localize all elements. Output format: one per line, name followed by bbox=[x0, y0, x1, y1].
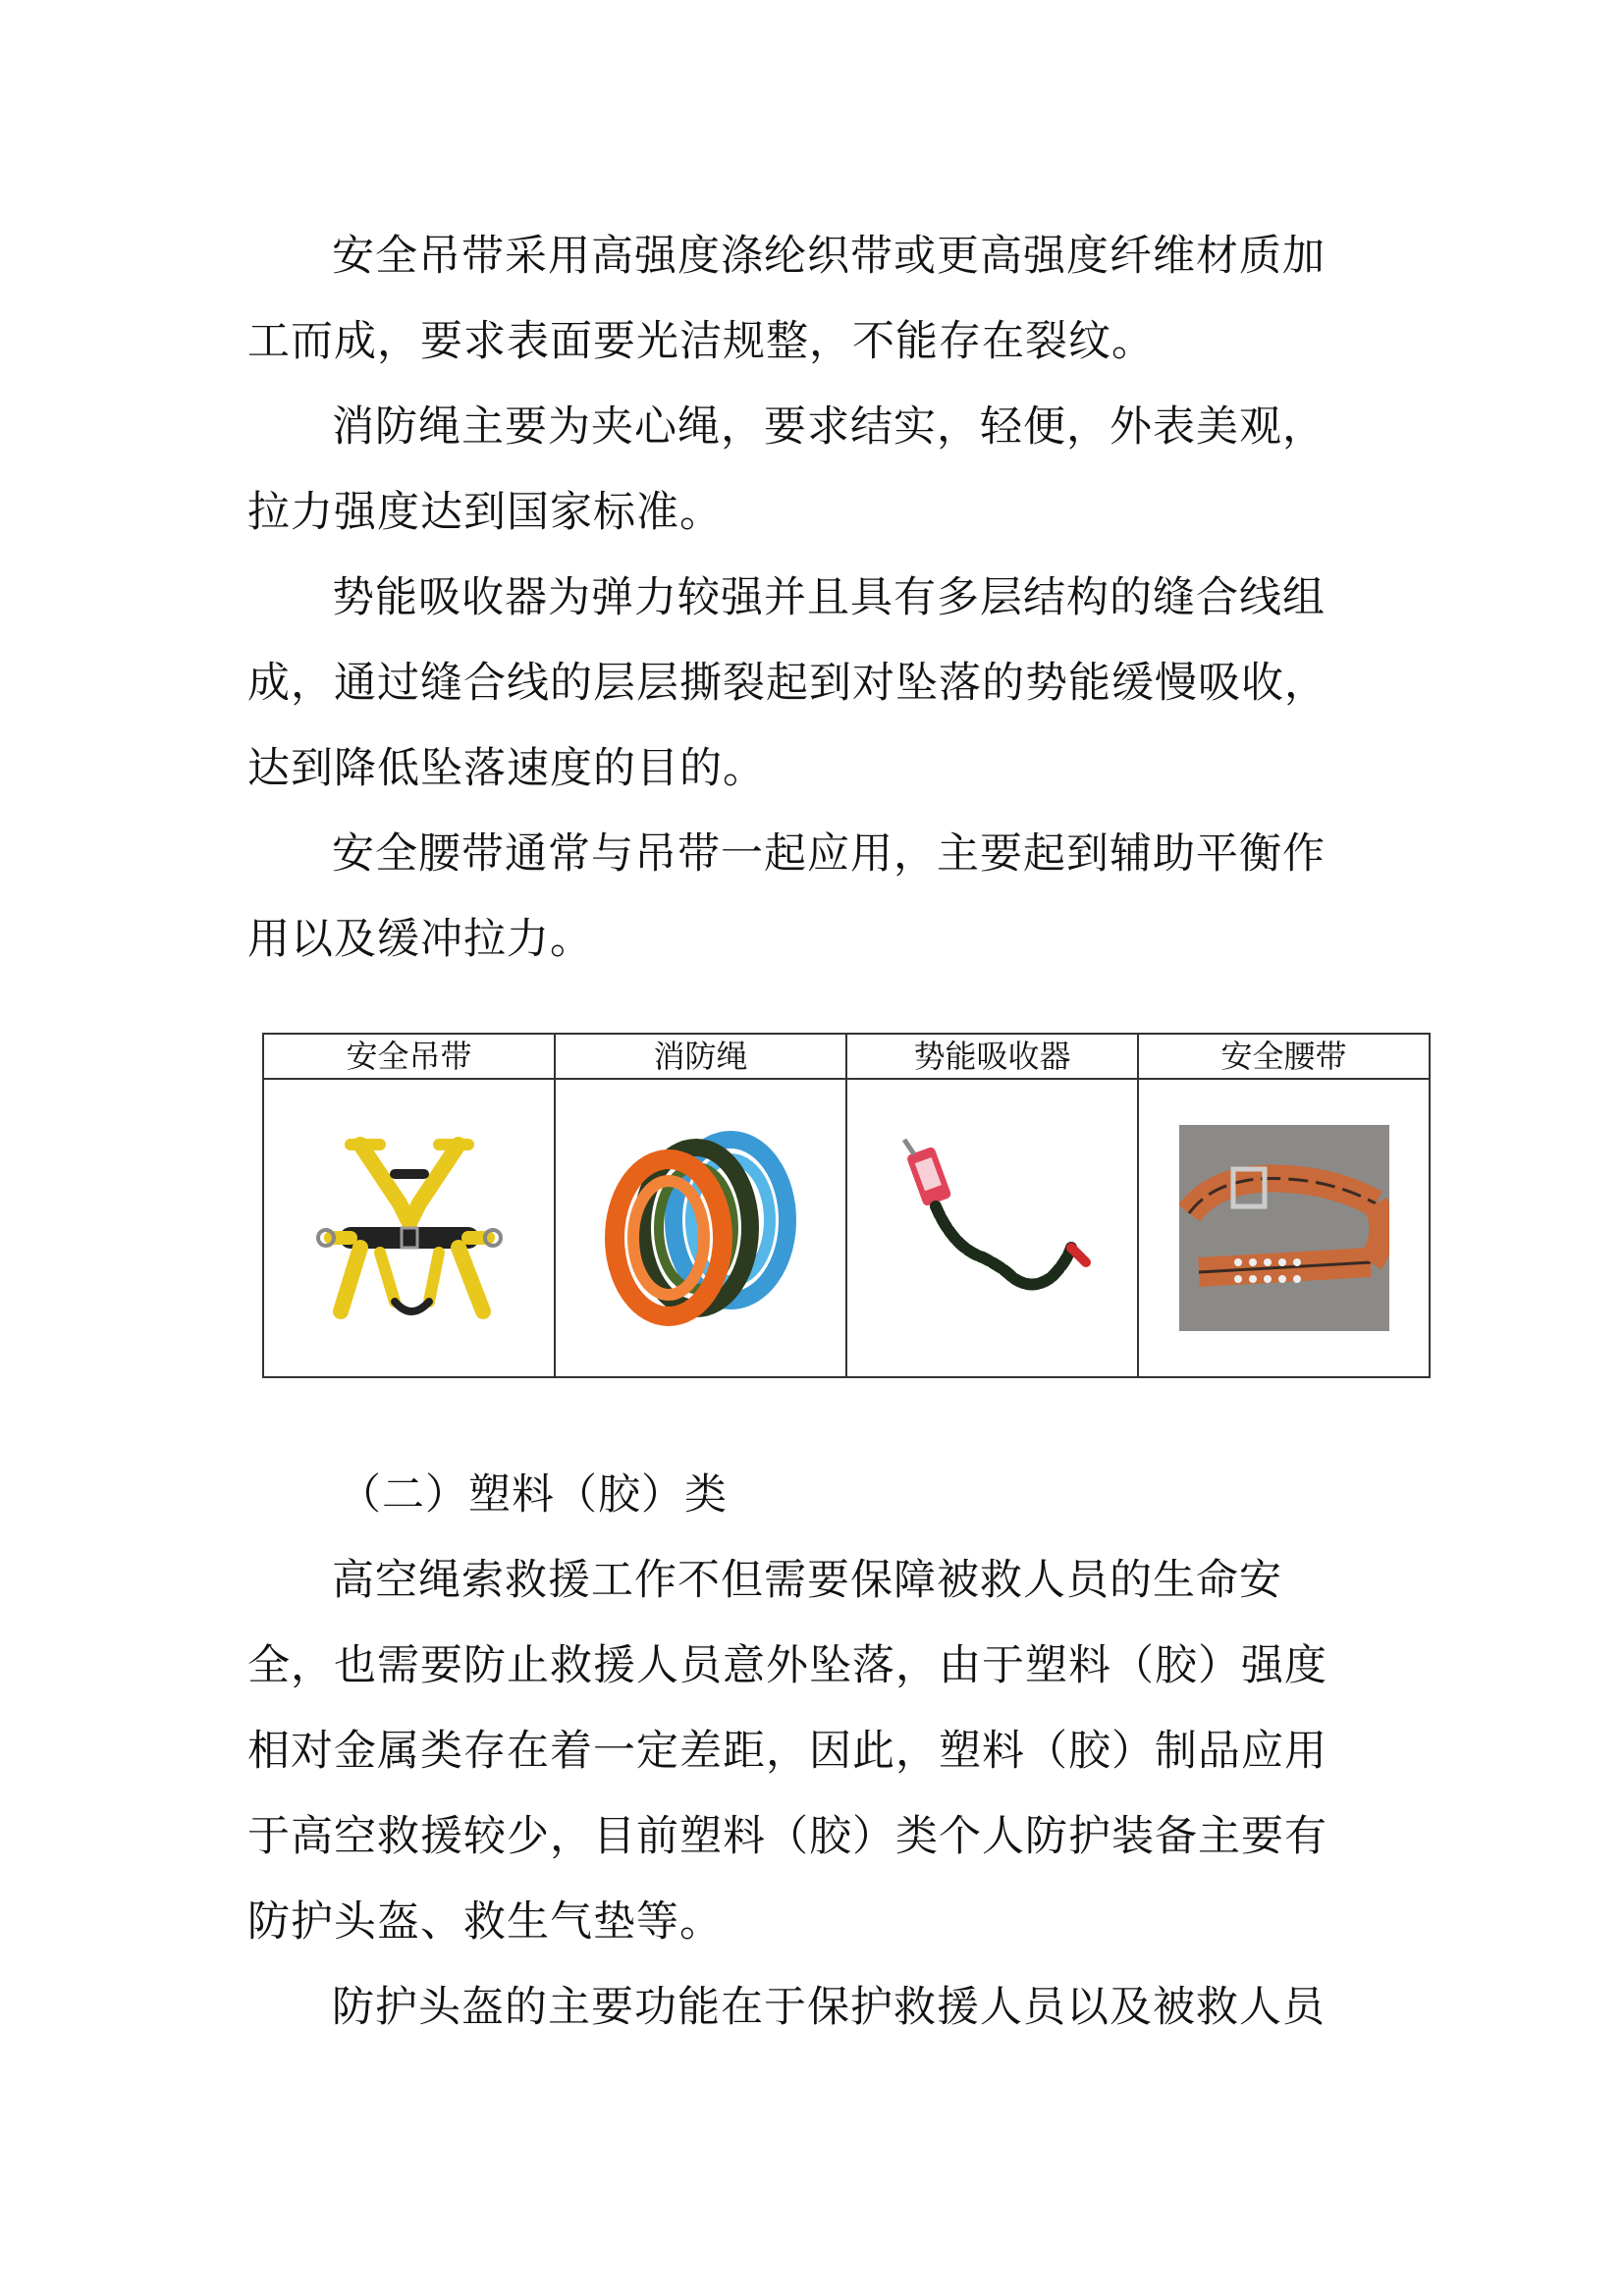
text-line: 工而成，要求表面要光洁规整，不能存在裂纹。 bbox=[247, 317, 1155, 366]
equipment-table bbox=[262, 1033, 1431, 1378]
text-line: 防护头盔的主要功能在于保护救援人员以及被救人员 bbox=[332, 1983, 1326, 2032]
table-header-row bbox=[263, 1034, 1430, 1079]
text-line: 安全腰带通常与吊带一起应用，主要起到辅助平衡作 bbox=[332, 829, 1326, 879]
table-header: 安全腰带 bbox=[1138, 1034, 1430, 1079]
text-line: 消防绳主要为夹心绳，要求结实，轻便，外表美观， bbox=[332, 402, 1326, 452]
table-cell-absorber bbox=[846, 1079, 1138, 1377]
table-image-row bbox=[263, 1079, 1430, 1377]
text-line: 防护头盔、救生气垫等。 bbox=[247, 1897, 723, 1947]
table-header: 消防绳 bbox=[555, 1034, 846, 1079]
paragraph-rope bbox=[247, 385, 1381, 556]
safety-harness-image bbox=[292, 1130, 527, 1326]
text-line: 高空绳索救援工作不但需要保障被救人员的生命安 bbox=[332, 1556, 1282, 1605]
table-cell-rope bbox=[555, 1079, 846, 1377]
table-cell-harness bbox=[263, 1079, 555, 1377]
safety-belt-image bbox=[1179, 1125, 1389, 1331]
energy-absorber-image bbox=[875, 1130, 1110, 1326]
section-heading: （二）塑料（胶）类 bbox=[339, 1470, 728, 1520]
paragraph-belt bbox=[247, 812, 1381, 983]
paragraph-harness bbox=[247, 214, 1381, 385]
text-line: 用以及缓冲拉力。 bbox=[247, 915, 593, 964]
text-line: 势能吸收器为弹力较强并且具有多层结构的缝合线组 bbox=[332, 573, 1326, 622]
table-cell-belt bbox=[1138, 1079, 1430, 1377]
text-line: 拉力强度达到国家标准。 bbox=[247, 488, 723, 537]
text-line: 于高空救援较少，目前塑料（胶）类个人防护装备主要有 bbox=[247, 1812, 1327, 1861]
table-header: 安全吊带 bbox=[263, 1034, 555, 1079]
text-line: 相对金属类存在着一定差距，因此，塑料（胶）制品应用 bbox=[247, 1727, 1327, 1776]
paragraph-plastic bbox=[247, 1538, 1381, 1965]
text-line: 成，通过缝合线的层层撕裂起到对坠落的势能缓慢吸收， bbox=[247, 659, 1327, 708]
text-line: 安全吊带采用高强度涤纶织带或更高强度纤维材质加 bbox=[332, 232, 1326, 281]
fire-rope-image bbox=[598, 1130, 804, 1326]
paragraph-helmet bbox=[247, 1965, 1381, 2051]
paragraph-absorber bbox=[247, 556, 1381, 812]
text-line: 达到降低坠落速度的目的。 bbox=[247, 744, 766, 793]
text-line: 全，也需要防止救援人员意外坠落，由于塑料（胶）强度 bbox=[247, 1641, 1327, 1690]
table-header: 势能吸收器 bbox=[846, 1034, 1138, 1079]
